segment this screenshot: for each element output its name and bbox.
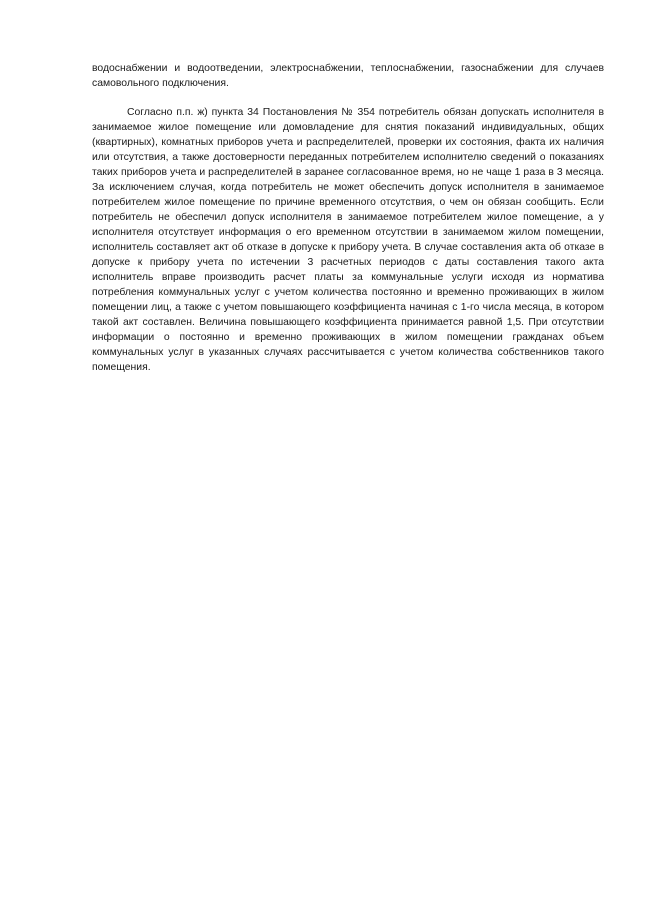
paragraph-main: Согласно п.п. ж) пункта 34 Постановления № 354 потребитель обязан допускать исполнителя в занимаемое жилое помещение или домовладение для снятия показаний индивидуальных, общих (квартирных), комнатных приборов учета и распределителей, проверки их состояния, факта их наличия или отсутствия, а также достоверности переданных потребителем исполнителю сведений о показаниях таких приборов учета и распределителей в заранее согласованное время, но не чаще 1 раза в 3 месяца. За исключением случая, когда потребитель не может обеспечить допуск исполнителя в занимаемое потребителем жилое помещение по причине временного отсутствия, о чем он обязан сообщить. Если потребитель не обеспечил допуск исполнителя в занимаемое потребителем жилое помещение, а у исполнителя отсутствует информация о его временном отсутствии в занимаемом жилом помещении, исполнитель составляет акт об отказе в допуске к прибору учета. В случае составления акта об отказе в допуске к прибору учета по истечении 3 расчетных периодов с даты составления такого акта исполнитель вправе производить расчет платы за коммунальные услуги исходя из норматива потребления коммунальных услуг с учетом количества постоянно и временно проживающих в жилом помещении лиц, а также с учетом повышающего коэффициента начиная с 1-го числа месяца, в котором такой акт составлен. Величина повышающего коэффициента принимается равной 1,5. При отсутствии информации о постоянно и временно проживающих в жилом помещении гражданах объем коммунальных услуг в указанных случаях рассчитывается с учетом количества собственников такого помещения. [92,107,604,373]
document-page [92,61,604,375]
paragraph-continuation: водоснабжении и водоотведении, электроснабжении, теплоснабжении, газоснабжении для случаев самовольного подключения. [92,63,604,89]
